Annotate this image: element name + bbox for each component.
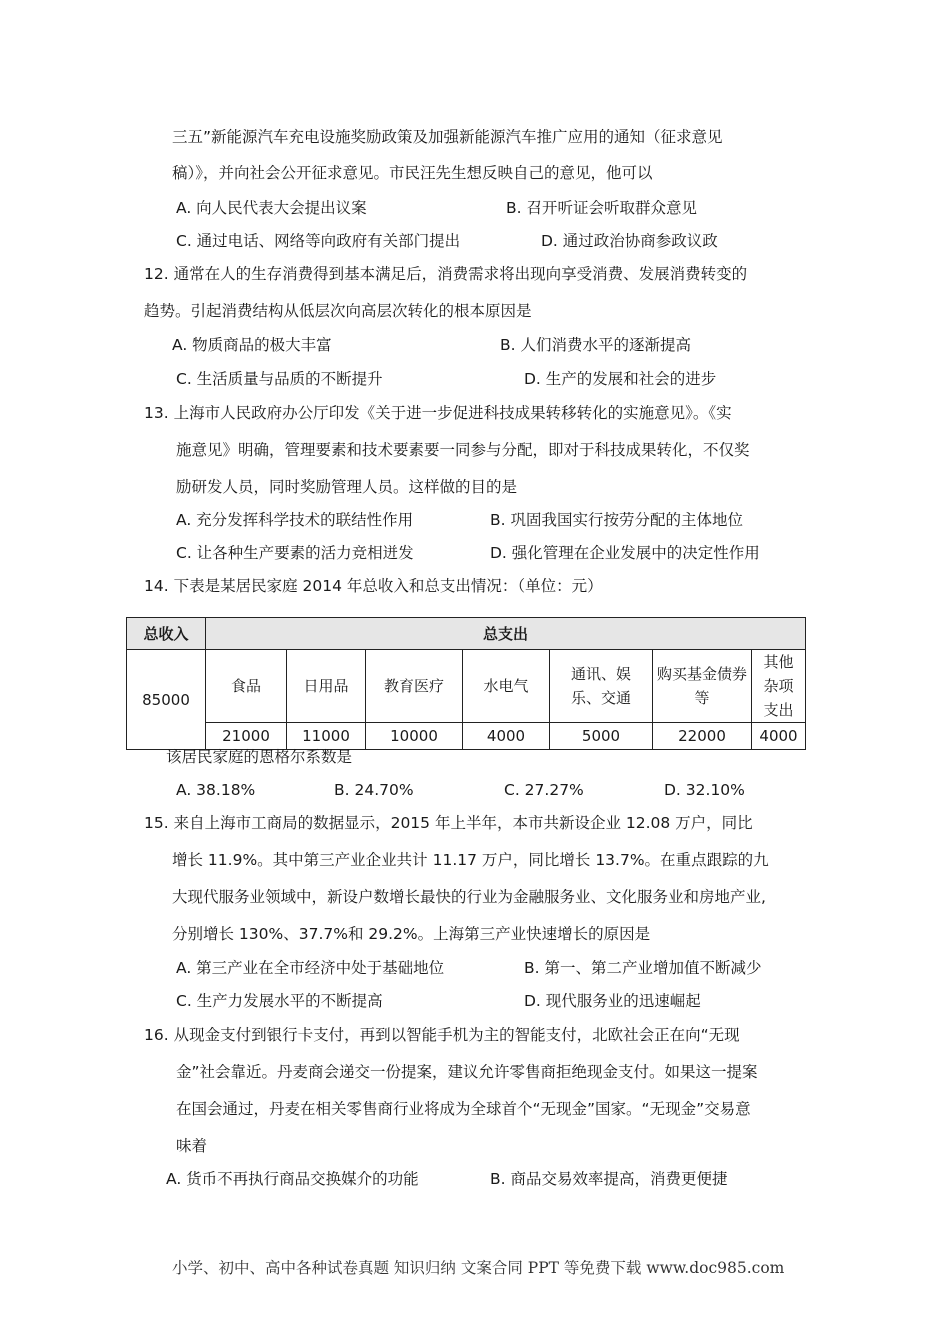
q13-option-a: A. 充分发挥科学技术的联结性作用	[176, 511, 414, 529]
q13-stem-line3: 励研发人员，同时奖励管理人员。这样做的目的是	[176, 478, 518, 496]
q15-stem-line4: 分别增长 130%、37.7%和 29.2%。上海第三产业快速增长的原因是	[172, 925, 651, 943]
q13-option-b: B. 巩固我国实行按劳分配的主体地位	[490, 511, 743, 529]
expense-category: 教育医疗	[366, 650, 463, 723]
q11-stem-line1: 三五”新能源汽车充电设施奖励政策及加强新能源汽车推广应用的通知（征求意见	[172, 128, 723, 146]
q13-option-c: C. 让各种生产要素的活力竞相迸发	[176, 544, 414, 562]
q13-stem-line2: 施意见》明确，管理要素和技术要素要一同参与分配，即对于科技成果转化，不仅奖	[176, 441, 750, 459]
q16-stem-line2: 金”社会靠近。丹麦商会递交一份提案，建议允许零售商拒绝现金支付。如果这一提案	[176, 1063, 758, 1081]
expense-value: 10000	[366, 723, 463, 750]
q11-option-a: A. 向人民代表大会提出议案	[176, 199, 367, 217]
expense-value: 4000	[752, 723, 806, 750]
q14-option-c: C. 27.27%	[504, 781, 584, 799]
q11-option-d: D. 通过政治协商参政议政	[541, 232, 718, 250]
q14-stem-line1: 14. 下表是某居民家庭 2014 年总收入和总支出情况：（单位：元）	[144, 577, 603, 595]
q15-stem-line3: 大现代服务业领域中，新设户数增长最快的行业为金融服务业、文化服务业和房地产业,	[172, 888, 766, 906]
q15-option-c: C. 生产力发展水平的不断提高	[176, 992, 383, 1010]
expense-value: 5000	[550, 723, 653, 750]
q15-option-b: B. 第一、第二产业增加值不断减少	[524, 959, 762, 977]
q12-stem-line1: 12. 通常在人的生存消费得到基本满足后，消费需求将出现向享受消费、发展消费转变的	[144, 265, 748, 283]
q16-stem-line4: 味着	[176, 1137, 208, 1155]
q16-stem-line3: 在国会通过，丹麦在相关零售商行业将成为全球首个“无现金”国家。“无现金”交易意	[176, 1100, 751, 1118]
expense-value: 11000	[287, 723, 366, 750]
q11-option-c: C. 通过电话、网络等向政府有关部门提出	[176, 232, 461, 250]
expense-category: 水电气	[463, 650, 550, 723]
q16-option-a: A. 货币不再执行商品交换媒介的功能	[166, 1170, 419, 1188]
q16-stem-line1: 16. 从现金支付到银行卡支付，再到以智能手机为主的智能支付，北欧社会正在向“无现	[144, 1026, 740, 1044]
q15-stem-line1: 15. 来自上海市工商局的数据显示，2015 年上半年，本市共新设企业 12.08 万户，同比	[144, 814, 753, 832]
expense-value: 21000	[206, 723, 287, 750]
q12-option-a: A. 物质商品的极大丰富	[172, 336, 332, 354]
q12-option-b: B. 人们消费水平的逐渐提高	[500, 336, 691, 354]
q15-option-a: A. 第三产业在全市经济中处于基础地位	[176, 959, 445, 977]
q14-option-d: D. 32.10%	[664, 781, 745, 799]
income-expense-table	[126, 617, 806, 750]
q15-stem-line2: 增长 11.9%。其中第三产业企业共计 11.17 万户，同比增长 13.7%。在重点跟踪的九	[172, 851, 769, 869]
q11-option-b: B. 召开听证会听取群众意见	[506, 199, 697, 217]
expense-value: 4000	[463, 723, 550, 750]
q16-option-b: B. 商品交易效率提高，消费更便捷	[490, 1170, 728, 1188]
income-value: 85000	[127, 650, 206, 750]
page-footer: 小学、初中、高中各种试卷真题 知识归纳 文案合同 PPT 等免费下载 www.doc985.com	[172, 1259, 785, 1277]
expense-header: 总支出	[206, 618, 806, 650]
q15-option-d: D. 现代服务业的迅速崛起	[524, 992, 701, 1010]
q14-option-b: B. 24.70%	[334, 781, 414, 799]
q13-stem-line1: 13. 上海市人民政府办公厅印发《关于进一步促进科技成果转移转化的实施意见》。《实	[144, 404, 732, 422]
q14-question: 该居民家庭的恩格尔系数是	[166, 748, 353, 766]
q11-stem-line2: 稿）》，并向社会公开征求意见。市民汪先生想反映自己的意见，他可以	[172, 164, 653, 182]
expense-category: 其他杂项支出	[752, 650, 806, 723]
q12-option-d: D. 生产的发展和社会的进步	[524, 370, 717, 388]
expense-category: 通讯、娱乐、交通	[550, 650, 653, 723]
expense-category: 日用品	[287, 650, 366, 723]
q12-stem-line2: 趋势。引起消费结构从低层次向高层次转化的根本原因是	[144, 302, 532, 320]
income-header: 总收入	[127, 618, 206, 650]
q12-option-c: C. 生活质量与品质的不断提升	[176, 370, 383, 388]
expense-value: 22000	[653, 723, 752, 750]
q14-option-a: A. 38.18%	[176, 781, 256, 799]
q13-option-d: D. 强化管理在企业发展中的决定性作用	[490, 544, 760, 562]
expense-category: 购买基金债券等	[653, 650, 752, 723]
expense-category: 食品	[206, 650, 287, 723]
